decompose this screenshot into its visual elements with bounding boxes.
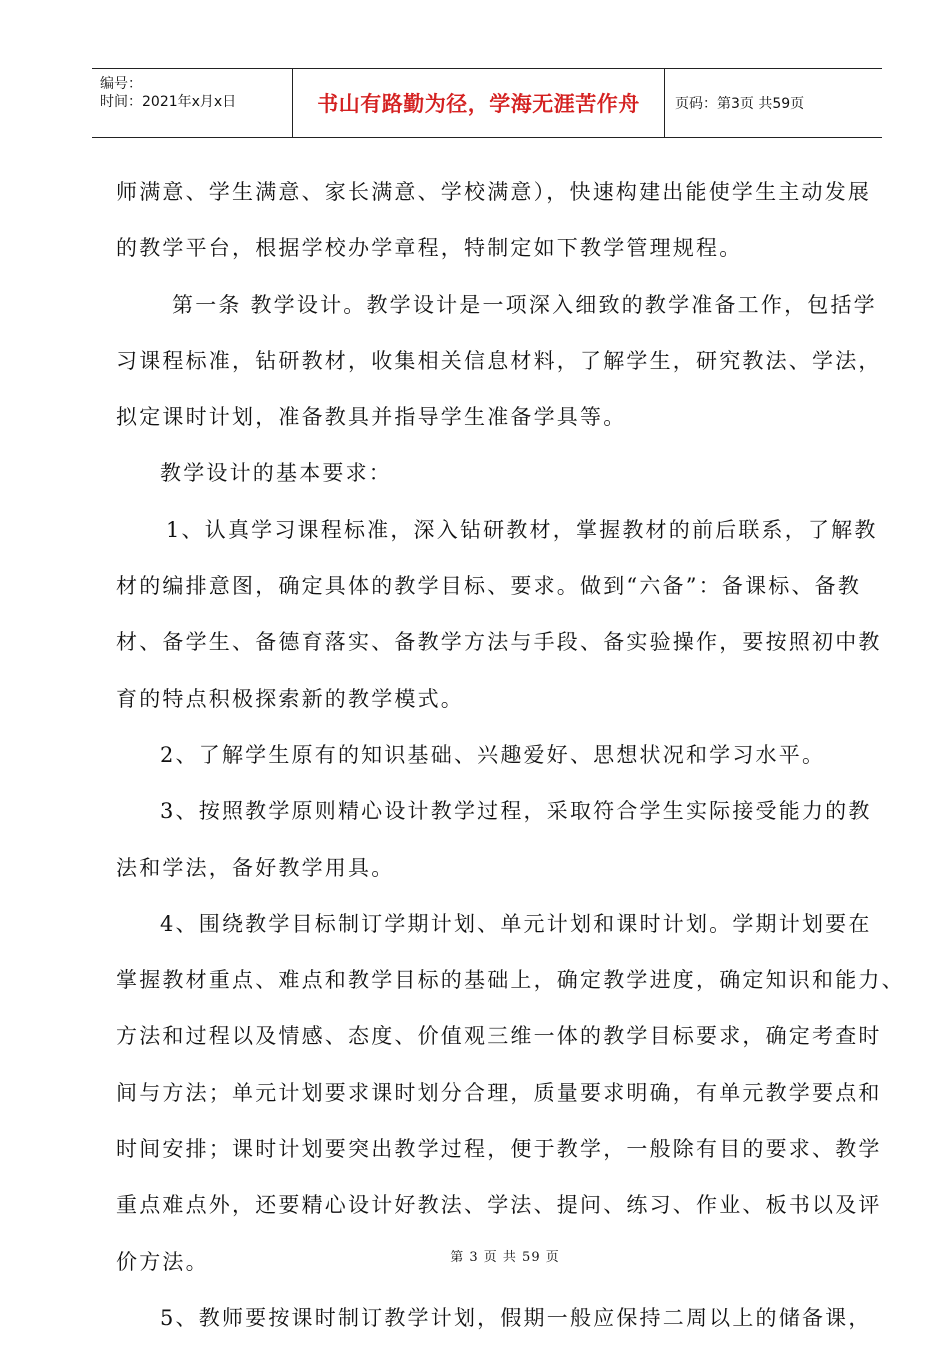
body-line: 时间安排；课时计划要突出教学过程，便于教学，一般除有目的要求、教学 — [116, 1137, 882, 1162]
body-line: 材的编排意图，确定具体的教学目标、要求。做到“六备”：备课标、备教 — [116, 574, 862, 599]
page-header — [92, 68, 882, 138]
body-line: 价方法。 — [116, 1249, 209, 1274]
body-line: 第一条 教学设计。教学设计是一项深入细致的教学准备工作，包括学 — [172, 292, 877, 317]
body-line: 4、围绕教学目标制订学期计划、单元计划和课时计划。学期计划要在 — [160, 911, 872, 936]
body-line: 1、认真学习课程标准，深入钻研教材，掌握教材的前后联系，了解教 — [166, 517, 878, 542]
time-label: 时间：2021年x月x日 — [100, 94, 237, 110]
body-line: 师满意、学生满意、家长满意、学校满意），快速构建出能使学生主动发展 — [116, 180, 872, 204]
body-line: 育的特点积极探索新的教学模式。 — [116, 686, 464, 711]
body-line: 习课程标准，钻研教材，收集相关信息材料，了解学生，研究教法、学法， — [116, 348, 882, 373]
body-line: 材、备学生、备德育落实、备教学方法与手段、备实验操作，要按照初中教 — [116, 630, 882, 655]
page-footer: 第 3 页 共 59 页 — [450, 1250, 560, 1265]
body-line: 间与方法；单元计划要求课时划分合理，质量要求明确，有单元教学要点和 — [116, 1080, 882, 1105]
body-line: 掌握教材重点、难点和教学目标的基础上，确定教学进度，确定知识和能力、 — [116, 968, 905, 993]
header-page-info: 页码：第3页 共59页 — [675, 96, 805, 112]
body-line: 5、教师要按课时制订教学计划，假期一般应保持二周以上的储备课， — [160, 1305, 872, 1330]
body-line: 重点难点外，还要精心设计好教法、学法、提问、练习、作业、板书以及评 — [116, 1193, 882, 1218]
body-line: 拟定课时计划，准备教具并指导学生准备学具等。 — [116, 405, 627, 430]
body-line: 2、了解学生原有的知识基础、兴趣爱好、思想状况和学习水平。 — [160, 742, 826, 767]
body-line: 方法和过程以及情感、态度、价值观三维一体的教学目标要求，确定考查时 — [116, 1024, 882, 1049]
header-meta — [92, 69, 293, 137]
number-label: 编号： — [100, 76, 142, 92]
body-line: 法和学法，备好教学用具。 — [116, 855, 395, 880]
body-line: 的教学平台，根据学校办学章程，特制定如下教学管理规程。 — [116, 236, 743, 261]
body-line: 教学设计的基本要求： — [160, 461, 392, 486]
body-line: 3、按照教学原则精心设计教学过程，采取符合学生实际接受能力的教 — [160, 799, 872, 824]
document-body — [116, 164, 905, 1346]
header-slogan: 书山有路勤为径，学海无涯苦作舟 — [293, 69, 665, 137]
